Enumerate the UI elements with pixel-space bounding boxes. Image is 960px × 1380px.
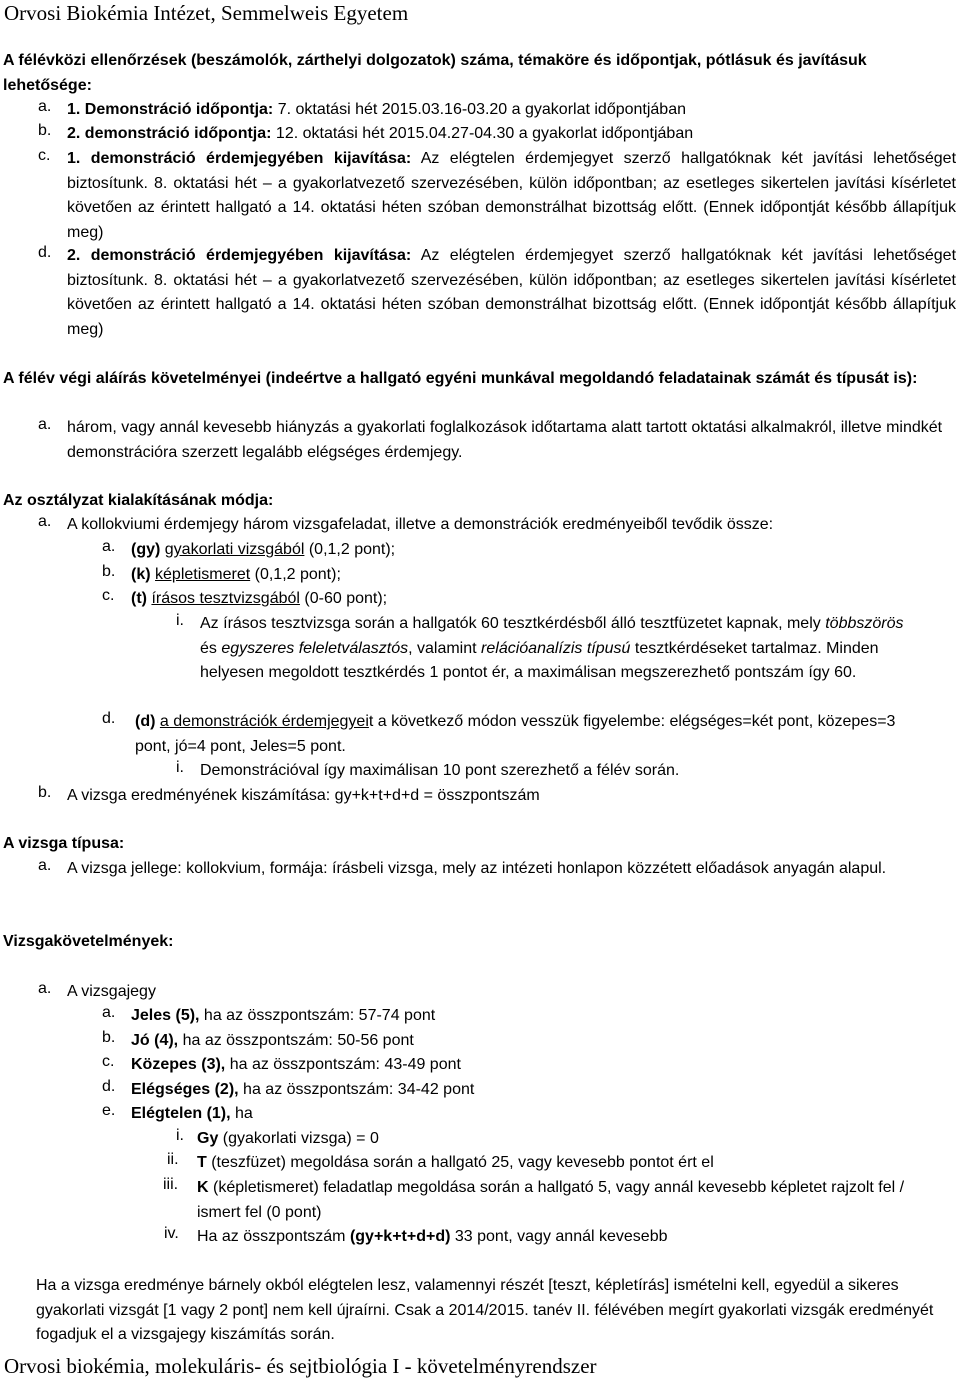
list-marker: b. [38,122,52,139]
list-marker: i. [176,759,184,776]
list-marker: a. [38,513,52,530]
list-marker: a. [38,980,52,997]
list-marker: a. [38,857,52,874]
item-text: t a következő módon vesszük figyelembe: elégséges=két pont, közepes=3 pont, jó=4 pont, Jeles=5 pont. [135,713,896,755]
grade-item [131,1078,474,1103]
grade-text: ha az összpontszám: 50-56 pont [178,1032,414,1049]
list-marker: a. [38,98,52,115]
page-footer: Orvosi biokémia, molekuláris- és sejtbiológia I - követelményrendszer [4,1354,597,1378]
fail-label: (gy+k+t+d+d) [349,1228,451,1245]
fail-condition [197,1151,714,1176]
item-text: , valamint [408,639,482,657]
page-header: Orvosi Biokémia Intézet, Semmelweis Egyetem [4,1,409,25]
list-marker: ii. [167,1151,179,1168]
item-label: 2. demonstráció időpontja: [67,125,272,142]
list-item: A vizsgajegy [67,983,156,1000]
section-heading-midterms: A félévközi ellenőrzések (beszámolók, zárthelyi dolgozatok) száma, témaköre és időpontjak, pótlásuk és javításuk lehetősége: [3,52,867,94]
fail-label: K [197,1179,209,1196]
grade-label: Elégtelen (1), [131,1105,231,1122]
fail-label: T [197,1154,207,1171]
item-italic: egyszeres feleletválasztós [221,639,409,657]
section-heading-grading: Az osztályzat kialakításának módja: [3,492,274,509]
list-marker: d. [38,244,52,261]
fail-text: (gyakorlati vizsga) = 0 [218,1130,379,1147]
list-item: A vizsga jellege: kollokvium, formája: írásbeli vizsga, mely az intézeti honlapon közzétett előadások anyagán alapul. [67,860,887,877]
list-marker: a. [102,1004,116,1021]
grade-text: ha az összpontszám: 43-49 pont [225,1056,461,1073]
item-underlined: képletismeret [155,566,251,583]
list-item: három, vagy annál kevesebb hiányzás a gyakorlati foglalkozások időtartama alatt tartott oktatási alkalmakról, illetve mindkét demonstrációra szerzett legalább elégséges érdemjegy. [67,419,943,461]
item-text: 7. oktatási hét 2015.03.16-03.20 a gyakorlat időpontjában [273,101,686,118]
item-underlined: írásos tesztvizsgából [151,590,300,607]
list-item [131,587,387,612]
grade-text: ha az összpontszám: 34-42 pont [238,1081,475,1098]
grade-item [131,1004,435,1029]
list-marker: iii. [163,1176,179,1193]
fail-text: 33 pont, vagy annál kevesebb [450,1228,668,1245]
grade-item [131,1102,253,1127]
item-text: Az írásos tesztvizsga során a hallgatók 60 tesztkérdésből álló tesztfüzetet kapnak, mely [200,615,821,632]
item-label: (k) [131,566,151,583]
list-marker: c. [102,587,115,604]
fail-text: (képletismeret) feladatlap megoldása során a hallgató 5, vagy annál kevesebb képletet rajzolt fel / ismert fel (0 pont) [197,1179,905,1221]
list-item: Demonstrációval így maximálisan 10 pont szerezhető a félév során. [200,762,680,779]
list-marker: a. [102,538,116,555]
list-item [131,538,395,563]
list-marker: d. [102,710,116,727]
list-marker: b. [102,563,116,580]
item-italic: relációanalízis típusú [481,639,631,657]
grade-text: ha [230,1105,253,1122]
item-text: (0,1,2 pont); [250,566,341,583]
grade-label: Elégséges (2), [131,1081,239,1098]
item-text: (0-60 pont); [299,590,388,607]
section-heading-exam-type: A vizsga típusa: [3,835,125,852]
list-item: A kollokviumi érdemjegy három vizsgafeladat, illetve a demonstrációk eredményeiből tevődik össze: [67,516,774,533]
list-marker: iv. [164,1225,179,1242]
closing-paragraph: Ha a vizsga eredménye bárnely okból elégtelen lesz, valamennyi részét [teszt, képletírás] ismételni kell, egyedül a sikeres gyakorlati vizsgát [1 vagy 2 pont] nem kell újraírni. Csak a 2014/2015. tanév II. félévében megírt gyakorlati vizsgák eredményét fogadjuk el a vizsgajegy kiszámítás során. [36,1277,934,1343]
list-item [200,612,920,686]
list-marker: i. [176,1127,184,1144]
fail-label: Gy [197,1130,219,1147]
item-label: 1. demonstráció érdemjegyében kijavítása: [67,150,412,167]
list-item [131,563,341,588]
grade-text: ha az összpontszám: 57-74 pont [199,1007,436,1024]
fail-condition [197,1176,922,1225]
item-label: (d) [135,713,156,730]
list-item: A vizsga eredményének kiszámítása: gy+k+t+d+d = összpontszám [67,787,540,804]
grade-item [131,1053,461,1078]
fail-text: (teszfüzet) megoldása során a hallgató 25, vagy kevesebb pontot ért el [206,1154,714,1171]
item-label: 1. Demonstráció időpontja: [67,101,274,118]
item-underlined: a demonstrációk érdemjegyei [159,713,369,730]
grade-item [131,1029,414,1054]
item-italic: többszörös [825,615,904,632]
section-heading-exam-requirements: Vizsgakövetelmények: [3,933,174,950]
grade-label: Közepes (3), [131,1056,226,1073]
list-item [67,244,956,342]
fail-condition [197,1127,379,1152]
list-marker: e. [102,1102,116,1119]
list-marker: d. [102,1078,116,1095]
list-marker: c. [38,147,51,164]
item-underlined: gyakorlati vizsgából [164,541,305,558]
fail-text: Ha az összpontszám [197,1228,350,1245]
fail-condition [197,1225,667,1250]
list-marker: b. [38,784,52,801]
item-text: 12. oktatási hét 2015.04.27-04.30 a gyakorlat időpontjában [271,125,694,142]
item-label: (gy) [131,541,161,558]
section-heading-signature: A félév végi aláírás követelményei (indeértve a hallgató egyéni munkával megoldandó feladatainak számát és típusát is): [3,370,918,387]
list-marker: b. [102,1029,116,1046]
list-item [67,122,693,147]
item-label: 2. demonstráció érdemjegyében kijavítása: [67,247,412,264]
item-text: Az elégtelen érdemjegyet szerző hallgatóknak két javítási lehetőséget biztosítunk. 8. oktatási hét – a gyakorlatvezető szervezésében, külön időpontban; az esetleges sikertelen javítási kísérletet követően az érintett hallgató a 14. oktatási héten szóban demonstrálhat bizottság előtt. (Ennek időpontját később állapítjuk meg) [67,247,957,338]
list-marker: a. [38,416,52,433]
list-item [135,710,925,759]
grade-label: Jó (4), [131,1032,179,1049]
item-text: Az elégtelen érdemjegyet szerző hallgatóknak két javítási lehetőséget biztosítunk. 8. oktatási hét – a gyakorlatvezető szervezésében, külön időpontban; az esetleges sikertelen javítási kísérletet követően az érintett hallgató a 14. oktatási héten szóban demonstrálhat bizottság előtt. (Ennek időpontját később állapítjuk meg) [67,150,957,241]
item-text: tesztkérdéseket tartalmaz. Minden helyesen megoldott tesztkérdés 1 pontot ér, a maximálisan megszerezhető pontszám így 60. [200,639,879,681]
list-marker: c. [102,1053,115,1070]
list-item [67,98,686,123]
item-text: és [200,639,222,657]
list-marker: i. [176,612,184,629]
list-item [67,147,956,245]
item-label: (t) [131,590,147,607]
grade-label: Jeles (5), [131,1007,200,1024]
item-text: (0,1,2 pont); [304,541,396,558]
